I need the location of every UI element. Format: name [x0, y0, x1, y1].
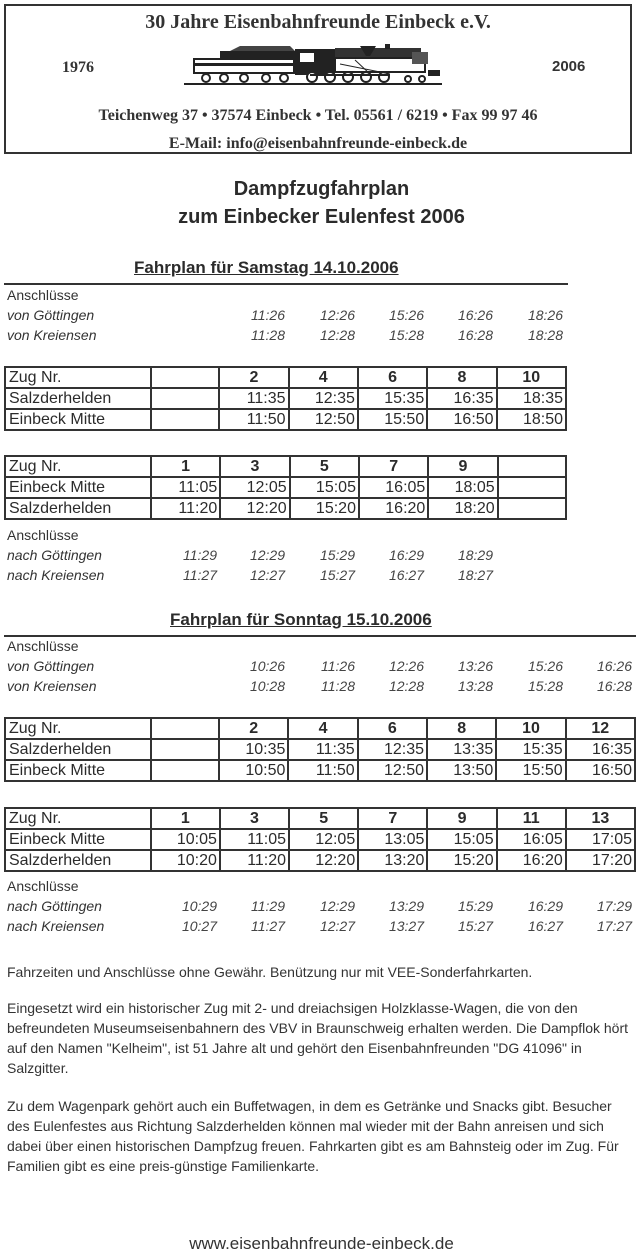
departure-time: 13:35	[427, 739, 496, 760]
departure-time: 15:20	[427, 850, 496, 871]
train-number: 1	[151, 808, 220, 829]
station-row	[5, 850, 635, 871]
connection-time: 15:26	[388, 307, 424, 323]
saturday-table-from-einbeck	[4, 455, 567, 520]
connection-time: 16:29	[388, 547, 424, 563]
departure-time: 18:20	[428, 498, 497, 519]
departure-time: 12:05	[220, 477, 289, 498]
departure-time: 11:05	[151, 477, 220, 498]
connection-time: 15:29	[457, 898, 493, 914]
empty-cell	[151, 718, 219, 739]
connection-station: von Göttingen	[7, 658, 95, 674]
train-number-row	[5, 808, 635, 829]
train-number: 8	[427, 718, 496, 739]
row-header: Zug Nr.	[5, 718, 151, 739]
empty-cell	[498, 456, 566, 477]
connection-time: 13:29	[388, 898, 424, 914]
buffet-car-description: Zu dem Wagenpark gehört auch ein Buffetwagen, in dem es Getränke und Snacks gibt. Besucher des Eulenfestes aus Richtung Salzderhelden können mal wieder mit der Bahn anreisen und sich dabei über einen historischen Dampfzug freuen. Fahrkarten gibt es am Bahnsteig oder im Zug. Für Familien gibt es eine preis-günstige Familienkarte.	[7, 1098, 619, 1174]
letterhead	[4, 4, 632, 154]
train-description: Eingesetzt wird ein historischer Zug mit 2- und dreiachsigen Holzklasse-Wagen, die von den befreundeten Museumseisenbahnern des VBV in Braunschweig erhalten werden. Die Dampflok hört auf den Namen "Kelheim", ist 51 Jahre alt und gehört den Eisenbahnfreunden "DG 41096" in Salzgitter.	[7, 1000, 629, 1076]
connection-time: 15:28	[388, 327, 424, 343]
connection-time: 11:28	[321, 678, 355, 694]
station-name: Einbeck Mitte	[5, 409, 151, 430]
row-header: Zug Nr.	[5, 367, 151, 388]
connection-time: 12:26	[319, 307, 355, 323]
station-row	[5, 477, 566, 498]
connection-time: 12:26	[388, 658, 424, 674]
train-number: 9	[427, 808, 496, 829]
sunday-divider	[4, 635, 636, 637]
connection-time: 10:27	[181, 918, 217, 934]
departure-time: 12:20	[289, 850, 358, 871]
connection-time: 16:28	[596, 678, 632, 694]
train-number: 6	[358, 718, 427, 739]
train-number: 10	[497, 367, 566, 388]
departure-time: 16:50	[566, 760, 635, 781]
departure-time: 13:20	[358, 850, 427, 871]
sunday-table-from-einbeck	[4, 807, 636, 872]
saturday-divider	[4, 283, 568, 285]
connection-time: 13:27	[388, 918, 424, 934]
empty-cell	[151, 760, 219, 781]
departure-time: 15:20	[290, 498, 359, 519]
empty-cell	[151, 739, 219, 760]
connection-time: 16:27	[388, 567, 424, 583]
connection-time: 15:28	[527, 678, 563, 694]
connection-time: 18:28	[527, 327, 563, 343]
departure-time: 16:50	[427, 409, 496, 430]
train-number: 9	[428, 456, 497, 477]
departure-time: 15:05	[290, 477, 359, 498]
train-number: 6	[358, 367, 427, 388]
departure-time: 15:50	[358, 409, 427, 430]
train-number: 5	[290, 456, 359, 477]
connection-time: 15:27	[319, 567, 355, 583]
station-name: Salzderhelden	[5, 850, 151, 871]
station-name: Einbeck Mitte	[5, 829, 151, 850]
connection-time: 12:28	[388, 678, 424, 694]
row-header: Zug Nr.	[5, 456, 151, 477]
connections-label: Anschlüsse	[7, 527, 79, 543]
station-name: Einbeck Mitte	[5, 760, 151, 781]
departure-time: 16:20	[497, 850, 566, 871]
sunday-heading: Fahrplan für Sonntag 15.10.2006	[170, 610, 432, 629]
station-name: Salzderhelden	[5, 498, 151, 519]
departure-time: 16:35	[566, 739, 635, 760]
departure-time: 10:50	[219, 760, 288, 781]
connection-time: 12:29	[249, 547, 285, 563]
founding-year: 1976	[62, 59, 94, 76]
station-row	[5, 498, 566, 519]
departure-time: 10:35	[219, 739, 288, 760]
train-number: 3	[220, 456, 289, 477]
departure-time: 18:50	[497, 409, 566, 430]
departure-time: 10:05	[151, 829, 220, 850]
departure-time: 11:20	[151, 498, 220, 519]
connection-time: 11:29	[183, 547, 217, 563]
station-name: Einbeck Mitte	[5, 477, 151, 498]
train-number: 10	[496, 718, 565, 739]
connection-time: 11:27	[183, 567, 217, 583]
station-name: Salzderhelden	[5, 388, 151, 409]
empty-cell	[498, 477, 566, 498]
train-number: 4	[288, 718, 357, 739]
station-name: Salzderhelden	[5, 739, 151, 760]
connection-station: nach Kreiensen	[7, 918, 105, 934]
connections-label: Anschlüsse	[7, 287, 79, 303]
connection-time: 11:29	[251, 898, 285, 914]
connection-time: 16:26	[457, 307, 493, 323]
connection-time: 12:27	[319, 918, 355, 934]
empty-cell	[151, 388, 219, 409]
connection-time: 15:29	[319, 547, 355, 563]
departure-time: 11:35	[288, 739, 357, 760]
connection-time: 11:26	[321, 658, 355, 674]
anniversary-year: 2006	[552, 58, 586, 75]
train-number: 3	[220, 808, 289, 829]
row-header: Zug Nr.	[5, 808, 151, 829]
departure-time: 16:35	[427, 388, 496, 409]
departure-time: 11:20	[220, 850, 289, 871]
departure-time: 11:50	[219, 409, 288, 430]
connection-time: 16:26	[596, 658, 632, 674]
departure-time: 15:35	[496, 739, 565, 760]
connection-time: 18:29	[457, 547, 493, 563]
club-email: E-Mail: info@eisenbahnfreunde-einbeck.de	[168, 135, 468, 152]
connection-time: 11:27	[251, 918, 285, 934]
connection-time: 18:26	[527, 307, 563, 323]
connection-station: nach Kreiensen	[7, 567, 105, 583]
connection-time: 15:26	[527, 658, 563, 674]
club-address: Teichenweg 37 • 37574 Einbeck • Tel. 05561 / 6219 • Fax 99 97 46	[98, 107, 538, 124]
connection-time: 17:27	[596, 918, 632, 934]
connection-time: 15:27	[457, 918, 493, 934]
train-number: 7	[358, 808, 427, 829]
departure-time: 15:35	[358, 388, 427, 409]
document-title: Dampfzugfahrplan	[233, 178, 410, 200]
connection-time: 18:27	[457, 567, 493, 583]
saturday-heading: Fahrplan für Samstag 14.10.2006	[134, 258, 399, 277]
connection-station: von Kreiensen	[7, 327, 97, 343]
connection-time: 17:29	[596, 898, 632, 914]
empty-cell	[151, 409, 219, 430]
connection-station: nach Göttingen	[7, 898, 102, 914]
connection-time: 16:27	[527, 918, 563, 934]
club-title: 30 Jahre Eisenbahnfreunde Einbeck e.V.	[145, 11, 491, 33]
connection-time: 16:29	[527, 898, 563, 914]
connection-time: 16:28	[457, 327, 493, 343]
connection-station: von Göttingen	[7, 307, 95, 323]
departure-time: 15:05	[427, 829, 496, 850]
connection-time: 12:28	[319, 327, 355, 343]
steam-locomotive-icon	[180, 44, 446, 90]
departure-time: 10:20	[151, 850, 220, 871]
station-row	[5, 409, 566, 430]
train-number: 2	[219, 718, 288, 739]
train-number: 2	[219, 367, 288, 388]
train-number: 8	[427, 367, 496, 388]
saturday-table-to-einbeck	[4, 366, 567, 431]
disclaimer-note: Fahrzeiten und Anschlüsse ohne Gewähr. Benützung nur mit VEE-Sonderfahrkarten.	[7, 964, 533, 980]
departure-time: 12:35	[358, 739, 427, 760]
train-number: 5	[289, 808, 358, 829]
departure-time: 13:05	[358, 829, 427, 850]
departure-time: 11:05	[220, 829, 289, 850]
train-number: 13	[566, 808, 635, 829]
train-number: 11	[497, 808, 566, 829]
document-subtitle: zum Einbecker Eulenfest 2006	[178, 206, 465, 228]
connection-station: nach Göttingen	[7, 547, 102, 563]
departure-time: 12:50	[358, 760, 427, 781]
connection-time: 10:28	[249, 678, 285, 694]
connection-time: 12:29	[319, 898, 355, 914]
connections-label: Anschlüsse	[7, 638, 79, 654]
station-row	[5, 388, 566, 409]
departure-time: 18:35	[497, 388, 566, 409]
departure-time: 13:50	[427, 760, 496, 781]
train-number: 4	[289, 367, 358, 388]
station-row	[5, 760, 635, 781]
train-number: 7	[359, 456, 428, 477]
connection-time: 11:28	[251, 327, 285, 343]
connection-time: 13:26	[457, 658, 493, 674]
departure-time: 12:20	[220, 498, 289, 519]
departure-time: 16:05	[359, 477, 428, 498]
train-number-row	[5, 718, 635, 739]
connection-time: 10:26	[249, 658, 285, 674]
connection-station: von Kreiensen	[7, 678, 97, 694]
train-number: 1	[151, 456, 220, 477]
departure-time: 16:20	[359, 498, 428, 519]
station-row	[5, 829, 635, 850]
train-number: 12	[566, 718, 635, 739]
empty-cell	[498, 498, 566, 519]
departure-time: 16:05	[497, 829, 566, 850]
station-row	[5, 739, 635, 760]
empty-cell	[151, 367, 219, 388]
train-number-row	[5, 367, 566, 388]
connection-time: 10:29	[181, 898, 217, 914]
connection-time: 13:28	[457, 678, 493, 694]
departure-time: 12:05	[289, 829, 358, 850]
departure-time: 11:35	[219, 388, 288, 409]
connections-label: Anschlüsse	[7, 878, 79, 894]
website-link[interactable]: www.eisenbahnfreunde-einbeck.de	[189, 1234, 454, 1253]
departure-time: 11:50	[288, 760, 357, 781]
connection-time: 11:26	[251, 307, 285, 323]
departure-time: 17:05	[566, 829, 635, 850]
departure-time: 12:35	[289, 388, 358, 409]
sunday-table-to-einbeck	[4, 717, 636, 782]
connection-time: 12:27	[249, 567, 285, 583]
departure-time: 15:50	[496, 760, 565, 781]
departure-time: 17:20	[566, 850, 635, 871]
departure-time: 12:50	[289, 409, 358, 430]
departure-time: 18:05	[428, 477, 497, 498]
train-number-row	[5, 456, 566, 477]
